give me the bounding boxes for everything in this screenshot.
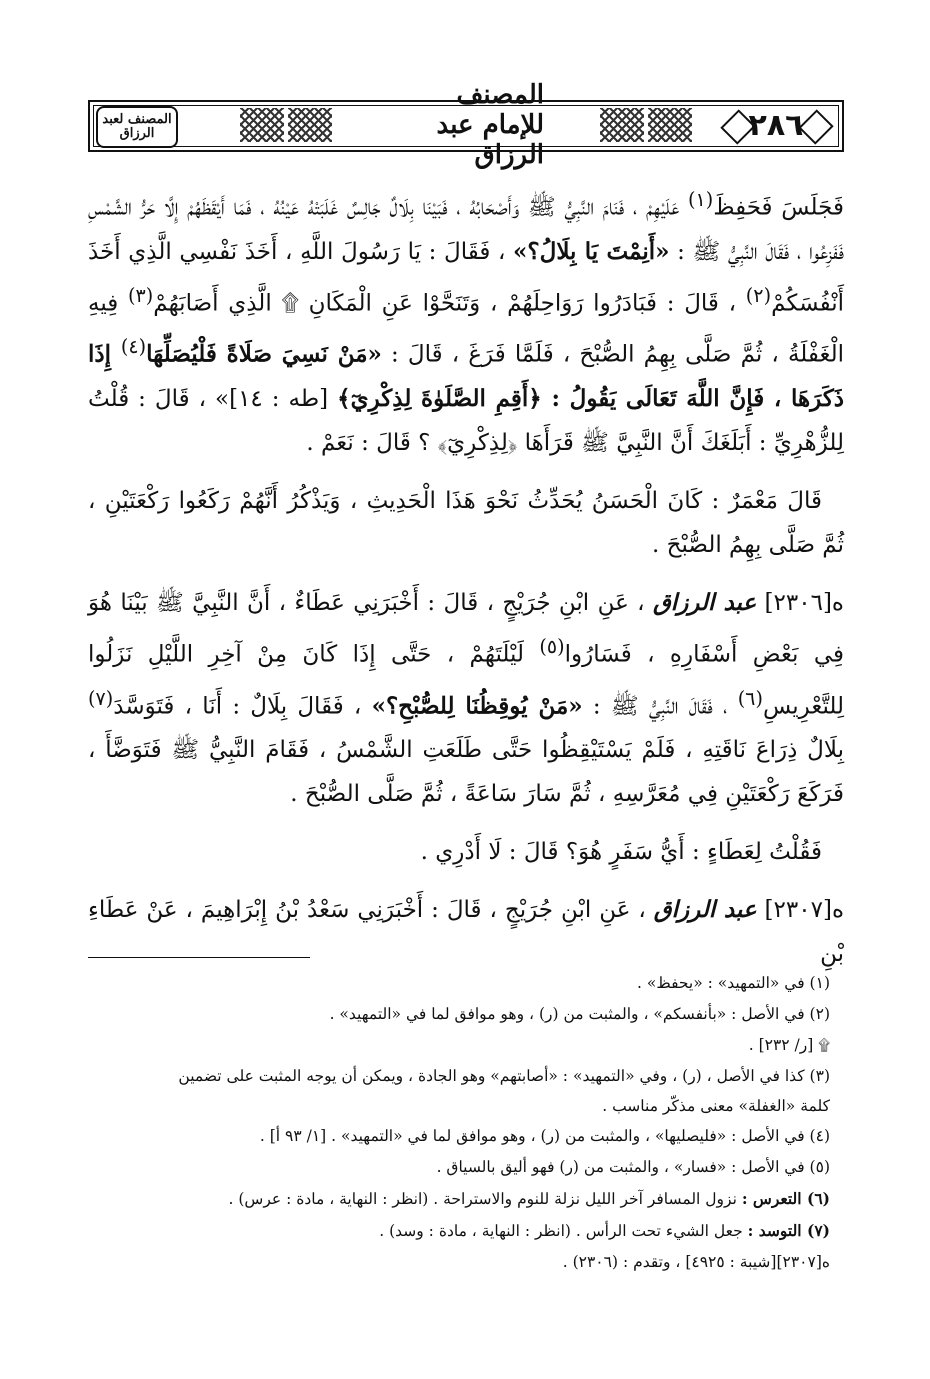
footnotes: [88, 968, 844, 1278]
series-logo: المصنف لعبد الرزاق: [96, 106, 178, 148]
hadith-entry: ه[٢٣٠٦] عبد الرزاق ، عَنِ ابْنِ جُرَيْجٍ ، قَالَ : أَخْبَرَنِي عَطَاءٌ ، أَنَّ النَّبِيَّ ﷺ بَيْنَا هُوَ فِي بَعْضِ أَسْفَارِهِ ، فَسَارُوا$^{(٥)}$ لَيْلَتَهُمْ ، حَتَّى إِذَا كَانَ مِنْ آخِرِ اللَّيْلِ نَزَلُوا لِلتَّعْرِيسِ$^{(٦)}$ ، فَقَالَ النَّبِيُّ ﷺ : «مَنْ يُوقِظُنَا لِلصُّبْحِ؟» ، فَقَالَ بِلَالٌ : أَنَا ، فَتَوَسَّدَ$^{(٧)}$ بِلَالٌ ذِرَاعَ نَاقَتِهِ ، فَلَمْ يَسْتَيْقِظُوا حَتَّى طَلَعَتِ الشَّمْسُ ، فَقَامَ النَّبِيُّ ﷺ فَتَوَضَّأَ ، فَرَكَعَ رَكْعَتَيْنِ فِي مُعَرَّسِهِ ، ثُمَّ سَارَ سَاعَةً ، ثُمَّ صَلَّى الصُّبْحَ .: [88, 588, 845, 808]
footnote: (٤) في الأصل : «فليصليها» ، والمثبت من (ر) ، وهو موافق لما في «التمهيد» . [١/ ٩٣ أ] .: [259, 1127, 830, 1145]
footnote: (١) في «التمهيد» : «يحفظ» .: [637, 974, 830, 992]
narrator-name: عبد الرزاق: [653, 896, 757, 924]
ornament: [288, 108, 332, 142]
ornament: [648, 108, 692, 142]
footnote: (٧) التوسد : جعل الشيء تحت الرأس . (انظر : النهاية ، مادة : وسد) .: [379, 1221, 830, 1240]
hadith-entry: ه[٢٣٠٧] عبد الرزاق ، عَنِ ابْنِ جُرَيْجٍ ، قَالَ : أَخْبَرَنِي سَعْدُ بْنُ إِبْرَاهِيمَ ، عَنْ عَطَاءِ بْنِ: [88, 896, 844, 968]
footnote-ref[interactable]: (١): [687, 188, 714, 211]
paragraph: فَقُلْتُ لِعَطَاءٍ : أَيُّ سَفَرٍ هُوَ؟ قَالَ : لَا أَدْرِي .: [420, 839, 822, 866]
hadith-number: ه[٢٣٠٦]: [756, 589, 844, 616]
footnote-ref[interactable]: (٤): [120, 335, 147, 359]
footnote-ref[interactable]: (٦): [737, 686, 763, 710]
footnote-ref[interactable]: (٧): [88, 686, 114, 710]
narrator-name: عبد الرزاق: [652, 588, 757, 616]
footnote-separator: [88, 957, 310, 958]
footnote: (٣) كذا في الأصل ، (ر) ، وفي «التمهيد» : «أصابتهم» وهو الجادة ، ويمكن أن يوجه المثبت على تضمين كلمة «الغفلة» معنى مذكّر مناسب .: [178, 1067, 830, 1115]
footnote-ref[interactable]: (٣): [128, 283, 154, 307]
footnote: (٥) في الأصل : «فسار» ، والمثبت من (ر) فهو أليق بالسياق .: [436, 1158, 830, 1176]
hadith-number: ه[٢٣٠٧]: [756, 897, 844, 924]
footnote-ref[interactable]: (٥): [539, 634, 565, 658]
book-title: المصنف للإمام عبد الرزاق: [436, 80, 544, 170]
footnote: ۩ [ر/ ٢٣٢] .: [748, 1036, 830, 1054]
ornament: [600, 108, 644, 142]
paragraph: قَالَ مَعْمَرٌ : كَانَ الْحَسَنُ يُحَدِّثُ نَحْوَ هَذَا الْحَدِيثِ ، وَيَذْكُرُ أَنَّهُمْ رَكَعُوا رَكْعَتَيْنِ ، ثُمَّ صَلَّى بِهِمُ الصُّبْحَ .: [88, 487, 844, 558]
footnote-ref[interactable]: (٢): [745, 283, 772, 307]
page-number: ٢٨٦: [726, 106, 826, 144]
footnote: (٢) في الأصل : «بأنفسكم» ، والمثبت من (ر) ، وهو موافق لما في «التمهيد» .: [329, 1005, 830, 1023]
page-header: [88, 80, 844, 170]
main-text: [88, 178, 844, 976]
ornament: [240, 108, 284, 142]
footnote: (٦) التعرس : نزول المسافر آخر الليل نزلة للنوم والاستراحة . (انظر : النهاية ، مادة : عرس) .: [228, 1189, 830, 1208]
paragraph: فَجَلَسَ فَحَفِظَ$^{(١)}$ عَلَيْهِمْ ، فَنَامَ النَّبِيُّ ﷺ وَأَصْحَابُهُ ، فَبَيْنَا بِلَالٌ جَالِسٌ غَلَبَتْهُ عَيْنُهُ ، فَمَا أَيْقَظَهُمْ إِلَّا حَرُّ الشَّمْسِ فَفَزِعُوا ، فَقَالَ النَّبِيُّ ﷺ : «أَنِمْتَ يَا بِلَالُ؟» ، فَقَالَ : يَا رَسُولَ اللَّهِ ، أَخَذَ نَفْسِي الَّذِي أَخَذَ أَنْفُسَكُمْ$^{(٢)}$ ، قَالَ : فَبَادَرُوا رَوَاحِلَهُمْ ، وَتَنَحَّوْا عَنِ الْمَكَانِ ۩ الَّذِي أَصَابَهُمْ$^{(٣)}$ فِيهِ الْغَفْلَةُ ، ثُمَّ صَلَّى بِهِمُ الصُّبْحَ ، فَلَمَّا فَرَغَ ، قَالَ : «مَنْ نَسِيَ صَلَاةً فَلْيُصَلِّهَا$^{(٤)}$ إِذَا ذَكَرَهَا ، فَإِنَّ اللَّهَ تَعَالَى يَقُولُ : ﴿أَقِمِ الصَّلَوٰةَ لِذِكْرِيٓ﴾ [طه : ١٤]» ، قَالَ : قُلْتُ لِلزُّهْرِيِّ : أَبَلَغَكَ أَنَّ النَّبِيَّ ﷺ قَرَأَهَا ﴿لِذِكْرِيٓ﴾ ؟ قَالَ : نَعَمْ .: [88, 188, 845, 456]
footnote: ه[٢٣٠٧][شيبة : ٤٩٢٥] ، وتقدم : (٢٣٠٦) .: [562, 1253, 830, 1271]
